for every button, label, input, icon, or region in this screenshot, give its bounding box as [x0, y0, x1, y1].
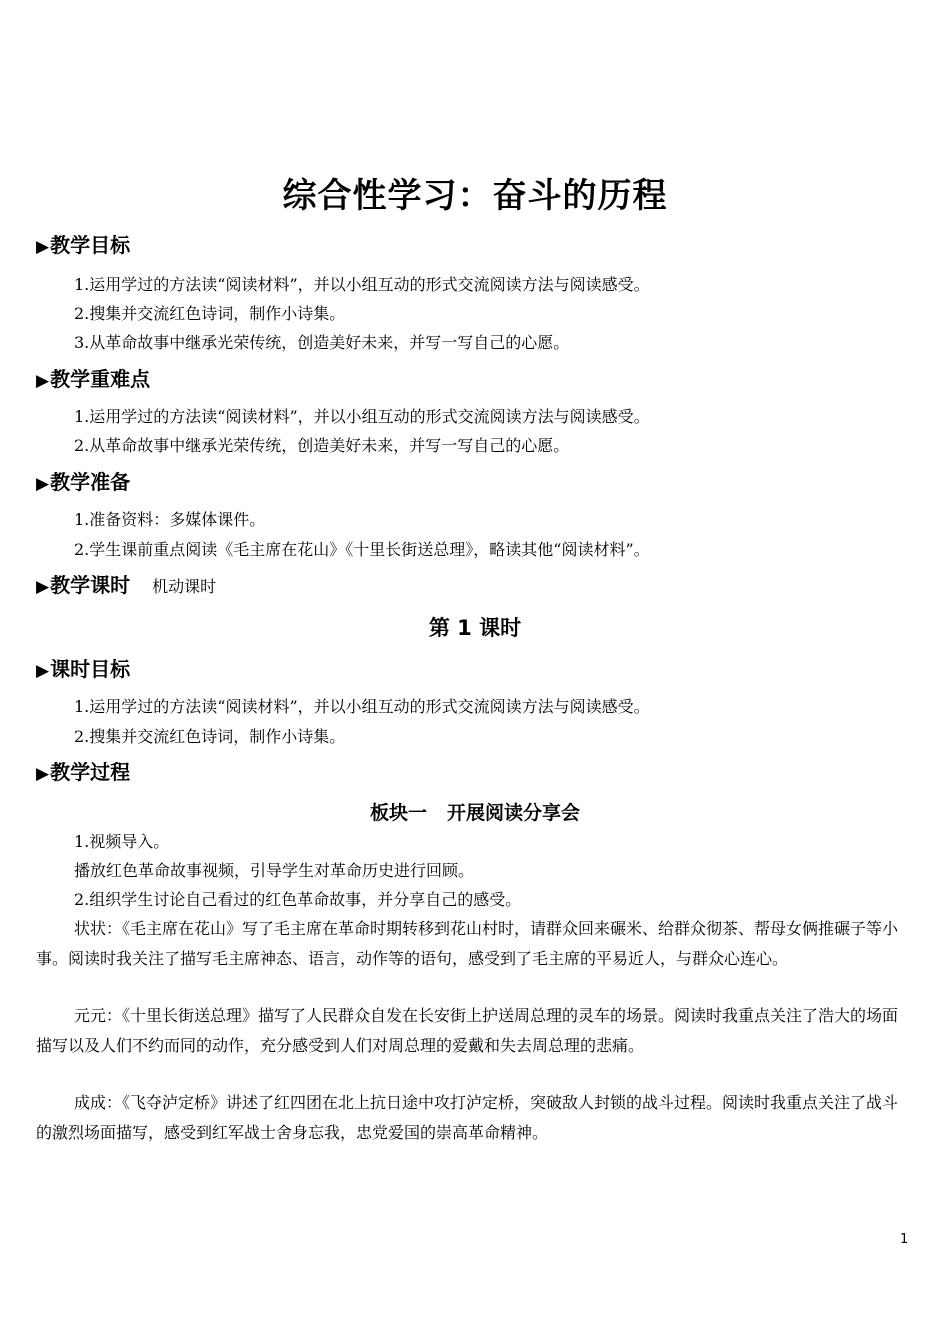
preparation-item-2: 2.学生课前重点阅读《毛主席在花山》《十里长街送总理》，略读其他“阅读材料”。	[74, 540, 650, 559]
objective-item-3: 3.从革命故事中继承光荣传统，创造美好未来，并写一写自己的心愿。	[74, 333, 570, 352]
paragraph-discussion: 2.组织学生讨论自己看过的红色革命故事，并分享自己的感受。	[74, 890, 522, 909]
lesson-title: 第 1 课时	[428, 616, 522, 640]
key-point-item-1: 1.运用学过的方法读“阅读材料”，并以小组互动的形式交流阅读方法与阅读感受。	[74, 407, 650, 426]
section-heading-lesson-goals	[36, 654, 130, 686]
section-heading-label: 课时目标	[50, 657, 131, 681]
section-heading-class-hours	[36, 570, 216, 602]
triangle-bullet-icon: ▶	[36, 764, 50, 784]
class-hours-value: 机动课时	[152, 577, 217, 596]
lesson-goal-item-1: 1.运用学过的方法读“阅读材料”，并以小组互动的形式交流阅读方法与阅读感受。	[74, 697, 650, 716]
triangle-bullet-icon: ▶	[36, 237, 50, 257]
paragraph-chengcheng: 成成：《飞夺泸定桥》讲述了红四团在北上抗日途中攻打泸定桥，突破敌人封锁的战斗过程。阅读时我重点关注了战斗的激烈场面描写，感受到红军战士舍身忘我，忠党爱国的崇高革命精神。	[36, 1093, 899, 1142]
paragraph-video-intro: 1.视频导入。	[74, 832, 170, 851]
paragraph-yuanyuan: 元元：《十里长街送总理》描写了人民群众自发在长安街上护送周总理的灵车的场景。阅读时我重点关注了浩大的场面描写以及人们不约而同的动作，充分感受到人们对周总理的爱戴和失去周总理的悲痛。	[36, 1006, 899, 1055]
preparation-item-1: 1.准备资料：多媒体课件。	[74, 510, 266, 529]
section-heading-label: 教学重难点	[50, 367, 151, 391]
section-heading-label: 教学过程	[50, 760, 131, 784]
key-point-item-2: 2.从革命故事中继承光荣传统，创造美好未来，并写一写自己的心愿。	[74, 436, 570, 455]
objective-item-2: 2.搜集并交流红色诗词，制作小诗集。	[74, 304, 346, 323]
block-title	[0, 798, 950, 828]
triangle-bullet-icon: ▶	[36, 661, 50, 681]
objective-item-1: 1.运用学过的方法读“阅读材料”，并以小组互动的形式交流阅读方法与阅读感受。	[74, 275, 650, 294]
lesson-goal-item-2: 2.搜集并交流红色诗词，制作小诗集。	[74, 727, 346, 746]
block-name: 开展阅读分享会	[447, 802, 581, 824]
triangle-bullet-icon: ▶	[36, 371, 50, 391]
page-title: 综合性学习：奋斗的历程	[282, 176, 668, 216]
section-heading-label: 教学准备	[50, 470, 131, 494]
paragraph-video-play: 播放红色革命故事视频，引导学生对革命历史进行回顾。	[74, 861, 475, 880]
section-heading-key-points	[36, 364, 150, 396]
section-heading-label: 教学课时	[50, 573, 131, 597]
section-heading-preparation	[36, 467, 130, 499]
triangle-bullet-icon: ▶	[36, 577, 50, 597]
section-heading-process	[36, 757, 130, 789]
block-label: 板块一	[369, 802, 427, 824]
triangle-bullet-icon: ▶	[36, 474, 50, 494]
section-heading-label: 教学目标	[50, 233, 131, 257]
page-number: 1	[900, 1232, 909, 1247]
paragraph-zhuangzhuang: 状状：《毛主席在花山》写了毛主席在革命时期转移到花山村时，请群众回来碾米、给群众彻茶、帮母女俩推碾子等小事。阅读时我关注了描写毛主席神态、语言，动作等的语句，感受到了毛主席的平易近人，与群众心连心。	[36, 919, 899, 968]
section-heading-objectives	[36, 230, 130, 262]
